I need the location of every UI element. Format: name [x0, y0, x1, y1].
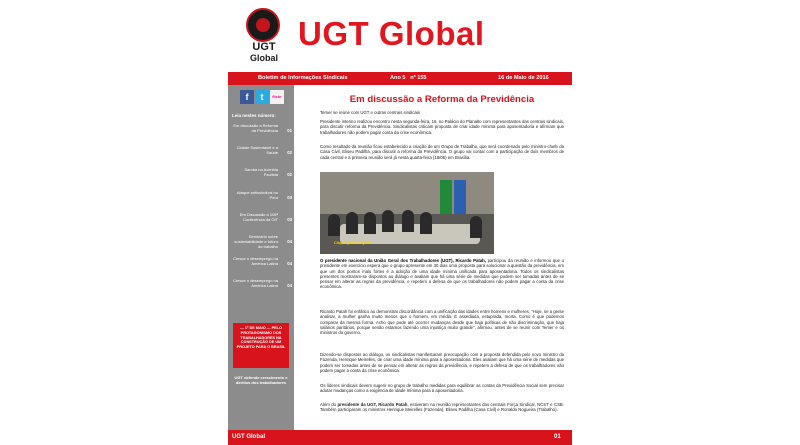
article-paragraph: Ricardo Patah foi enfático ao demonstrar discordância com a unificação das idades entre homens e mulheres. "Hoje, se a gente analisar, a mulher ganha muito menos que o homem, em média. É assediada, estuprada, morta. Como é que podemos comparar da mesma forma. Acho que pode até ocorrer mudanças desde que haja políticas de não discriminação, que haja salários paritários, porque senão estamos fazendo uma injustiça muito grande", afirmou, antes de se reunir com Temer e os ministros do governo. [320, 309, 564, 336]
sidebar [228, 85, 294, 430]
toc-item[interactable]: Em Discussão a 105ª Conferência da OIT 03 [239, 211, 292, 222]
sidebar-note[interactable]: UGT defende crescimento e direitos dos trabalhadores [234, 375, 288, 385]
toc-title: Leia nestes número: [232, 113, 276, 118]
newsletter-page [228, 0, 572, 445]
toc-item[interactable]: Cresce o desemprego na América Latina 04 [233, 256, 292, 267]
toc-item[interactable]: Cresce o desemprego na América Latina 04 [233, 278, 292, 289]
article-paragraph: O presidente nacional da União Geral dos Trabalhadores (UGT), Ricardo Patah, participou da reunião e informou que o presidente em exercício espera que o grupo apresente em 30 dias uma proposta para solucionar a questão da previdência, em que um dos pontos mais fortes é a adoção de uma idade mínima unificada para aposentadoria. Todos os sindicalistas presentes mostraram-se dispostos ao diálogo e avaliam que há uma série de medidas que podem ser tomadas antes de se pensar em alterar as regras da previdência, e repetem a defesa de que os trabalhadores não podem pagar a conta da crise econômica. [320, 258, 564, 290]
issue-number: Ano 5 nº 155 [390, 75, 427, 81]
social-links [240, 90, 284, 104]
article-lead: Temer se reúne com UGT e outras centrais sindicais [320, 110, 420, 115]
header [228, 0, 572, 72]
may-day-banner[interactable]: — 1º DE MAIO — PELO PROTAGONISMO DOS TRABALHADORES NA CONSTRUÇÃO DE UM PROJETO PARA O BRASIL [233, 323, 289, 368]
article-paragraph: Dizendo-se dispostos ao diálogo, os sindicalistas manifestaram preocupação com a proposta defendida pelo novo ministro da Fazenda, Henrique Meirelles, de criar uma idade mínima para a aposentadoria. Eles avaliam que há uma série de medidas que podem ser tomadas antes de se pensar em alterar as regras da previdência, e repetem a defesa de que os trabalhadores não podem pagar a conta da crise econômica. [320, 352, 564, 373]
article-paragraph: Além do presidente da UGT, Ricardo Patah, estiveram na reunião representantes das centrais Força Sindical, NCST e CSB. Também participaram os ministros Henrique Meirelles (Fazenda), Eliseu Padilha (Casa Civil) e Ronaldo Nogueira (Trabalho). [320, 402, 564, 413]
flickr-icon[interactable]: flickr [270, 90, 284, 104]
article-bold-lead: O presidente nacional da União Geral dos Trabalhadores (UGT), Ricardo Patah, [320, 258, 486, 263]
bulletin-label: Boletim de Informações Sindicais [258, 75, 348, 81]
article-paragraph: Os líderes sindicais devem sugerir no grupo de trabalho medidas para equilibrar as contas da Previdência Social sem precisar adotar mudanças como a exigência de idade mínima para a aposentadoria. [320, 383, 564, 394]
masthead-title: UGT Global [298, 15, 485, 52]
toc-item[interactable]: Samba na Avenida Paulista 02 [244, 167, 292, 178]
toc-item[interactable]: Cidade Sustentável e a Saúde 02 [236, 145, 292, 156]
toc-item[interactable]: Em discussão a Reforma da Previdência 01 [233, 123, 292, 133]
page-number: 01 [554, 434, 561, 440]
logo-emblem-icon [246, 8, 280, 42]
info-bar [228, 72, 572, 85]
logo-global-text: Global [249, 53, 278, 63]
footer-title: UGT Global [232, 434, 265, 440]
toc-item[interactable]: Ataque antissindical no Peru 03 [236, 189, 292, 200]
article-title: Em discussão a Reforma da Previdência [349, 94, 535, 105]
footer [228, 430, 572, 445]
photo-caption[interactable]: Clique para ampliar [334, 240, 372, 245]
article-paragraph: Presidente interino realizou encontro nesta segunda-feira, 16, no Palácio do Planalto com representantes das centrais sindicais, para discutir reforma da Previdência. Sindicalistas criticam proposta de criar idade mínima para aposentadoria e afirmam que trabalhadores não podem pagar conta da crise econômica. [320, 119, 564, 135]
twitter-icon[interactable]: t [255, 90, 269, 104]
issue-date: 16 de Maio de 2016 [498, 75, 549, 81]
article-bold-name: presidente da UGT, Ricardo Patah [337, 402, 408, 407]
logo-ugt-text: UGT [252, 41, 276, 53]
table-of-contents [228, 123, 294, 301]
facebook-icon[interactable]: f [240, 90, 254, 104]
ugt-logo [240, 8, 288, 66]
article-paragraph: Como resultado da reunião ficou estabelecido a criação de um Grupo de Trabalho, que será coordenado pelo ministro-chefe da Casa Civil, Eliseu Padilha, para discutir a reforma da Previdência. O grupo vai contar com a participação de dois membros de cada central e a primeira reunião será já nesta quarta-feira (18/05) em Brasília. [320, 144, 564, 160]
toc-item[interactable]: Seminário sobre sustentabilidade e futuro do trabalho 04 [234, 233, 292, 249]
